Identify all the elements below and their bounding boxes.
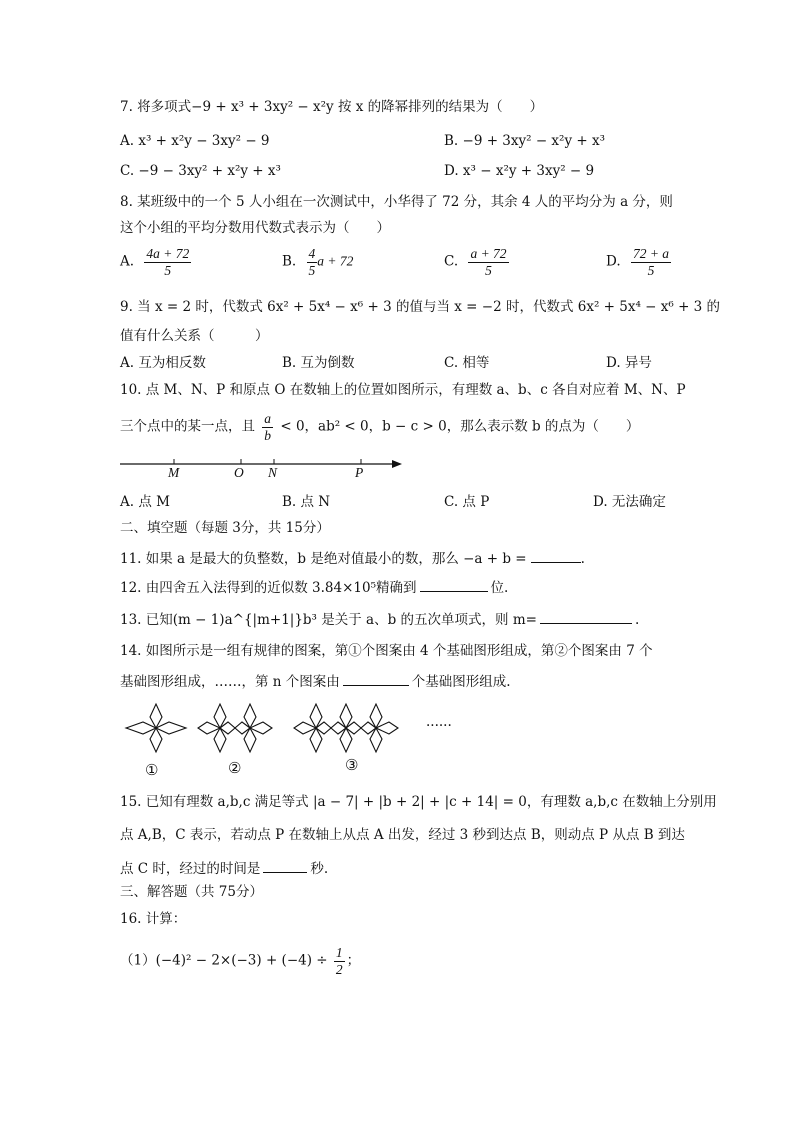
q9-option-d: D. 异号: [606, 355, 652, 371]
point-label-m: M: [168, 465, 180, 480]
q8-c-fraction: $\frac{a + 72}{5}$: [470, 246, 507, 278]
q9-option-a: A. 互为相反数: [120, 355, 206, 371]
q14-line2: 基础图形组成，……，第 n 个图案由 个基础图形组成.: [120, 674, 511, 690]
q10-a-over-b-fraction: $\frac{a}{b}$: [264, 411, 272, 443]
q14-answer-blank[interactable]: [343, 673, 409, 686]
point-label-n: N: [268, 465, 278, 480]
number-line-figure: [118, 452, 408, 482]
q8-d-fraction: $\frac{72 + a}{5}$: [632, 246, 670, 278]
pattern-continuation-dots: ......: [426, 714, 452, 730]
q16-title: 16. 计算：: [120, 911, 187, 927]
q10-option-c: C. 点 P: [444, 494, 490, 510]
pattern-figure-2: [198, 704, 272, 752]
q11: 11. 如果 a 是最大的负整数，b 是绝对值最小的数，那么 −a + b = .: [120, 551, 585, 567]
q9-option-c: C. 相等: [444, 355, 490, 371]
number-line-arrow-icon: [392, 460, 402, 468]
q8-option-d: D. $\frac{72 + a}{5}$: [606, 246, 670, 278]
pattern-figure-3: [294, 704, 398, 752]
q12-answer-blank[interactable]: [420, 579, 488, 592]
q8-option-a: A. $\frac{4a + 72}{5}$: [120, 246, 190, 278]
q8-option-b: B. $\frac{4}{5}$ a + 72: [282, 246, 354, 278]
q13-answer-blank[interactable]: [540, 611, 632, 624]
pattern-label-3: ③: [345, 756, 359, 774]
q9-line1: 9. 当 x = 2 时，代数式 6x² + 5x⁴ − x⁶ + 3 的值与当 x = −2 时，代数式 6x² + 5x⁴ − x⁶ + 3 的: [120, 299, 721, 315]
pattern-figure-1: [126, 704, 186, 752]
q8-line1: 8. 某班级中的一个 5 人小组在一次测试中，小华得了 72 分，其余 4 人的平均分为 a 分，则: [120, 194, 673, 210]
q13: 13. 已知(m − 1)a^{|m+1|}b³ 是关于 a、b 的五次单项式，则 m= .: [120, 612, 640, 628]
q16-part1: （1）(−4)² − 2×(−3) + (−4) ÷ $\frac{1}{2}$ ；: [120, 945, 361, 977]
pattern-label-1: ①: [145, 761, 159, 779]
q10-line2: 三个点中的某一点，且 $\frac{a}{b}$ < 0，ab² < 0，b − c > 0，那么表示数 b 的点为（ ）: [120, 411, 640, 443]
point-label-p: P: [355, 465, 364, 480]
q7-option-c: C. −9 − 3xy² + x²y + x³: [120, 163, 281, 179]
q9-line2: 值有什么关系（ ）: [120, 328, 269, 344]
point-label-o: O: [234, 465, 244, 480]
q11-answer-blank[interactable]: [531, 550, 581, 563]
q7-stem: 7. 将多项式−9 + x³ + 3xy² − x²y 按 x 的降幂排列的结果为（ ）: [120, 99, 544, 115]
q8-b-fraction: $\frac{4}{5}$: [308, 246, 316, 278]
q12: 12. 由四舍五入法得到的近似数 3.84×10⁵精确到 位.: [120, 580, 509, 596]
section-solve-heading: 三、解答题（共 75分）: [120, 884, 263, 900]
q10-option-d: D. 无法确定: [593, 494, 666, 510]
q8-option-c: C. $\frac{a + 72}{5}$: [444, 246, 507, 278]
q7-option-a: A. x³ + x²y − 3xy² − 9: [120, 133, 270, 149]
section-fill-in-heading: 二、填空题（每题 3分，共 15分）: [120, 520, 330, 536]
q10-option-a: A. 点 M: [120, 494, 170, 510]
q10-option-b: B. 点 N: [282, 494, 331, 510]
q7-option-d: D. x³ − x²y + 3xy² − 9: [444, 163, 595, 179]
q8-line2: 这个小组的平均分数用代数式表示为（ ）: [120, 220, 390, 236]
pattern-figures: [120, 698, 420, 758]
q10-line1: 10. 点 M、N、P 和原点 O 在数轴上的位置如图所示，有理数 a、b、c 各自对应着 M、N、P: [120, 382, 686, 398]
q15-line1: 15. 已知有理数 a,b,c 满足等式 |a − 7| + |b + 2| + |c + 14| = 0，有理数 a,b,c 在数轴上分别用: [120, 794, 717, 810]
pattern-label-2: ②: [228, 759, 242, 777]
q15-line2: 点 A,B，C 表示，若动点 P 在数轴上从点 A 出发，经过 3 秒到达点 B，则动点 P 从点 B 到达: [120, 827, 685, 843]
q16-half-fraction: $\frac{1}{2}$: [335, 945, 343, 977]
q15-answer-blank[interactable]: [263, 860, 307, 873]
q9-option-b: B. 互为倒数: [282, 355, 355, 371]
q15-line3: 点 C 时，经过的时间是 秒.: [120, 861, 329, 877]
q14-line1: 14. 如图所示是一组有规律的图案，第①个图案由 4 个基础图形组成，第②个图案由 7 个: [120, 643, 653, 659]
q7-option-b: B. −9 + 3xy² − x²y + x³: [444, 133, 606, 149]
q8-a-fraction: $\frac{4a + 72}{5}$: [146, 246, 190, 278]
